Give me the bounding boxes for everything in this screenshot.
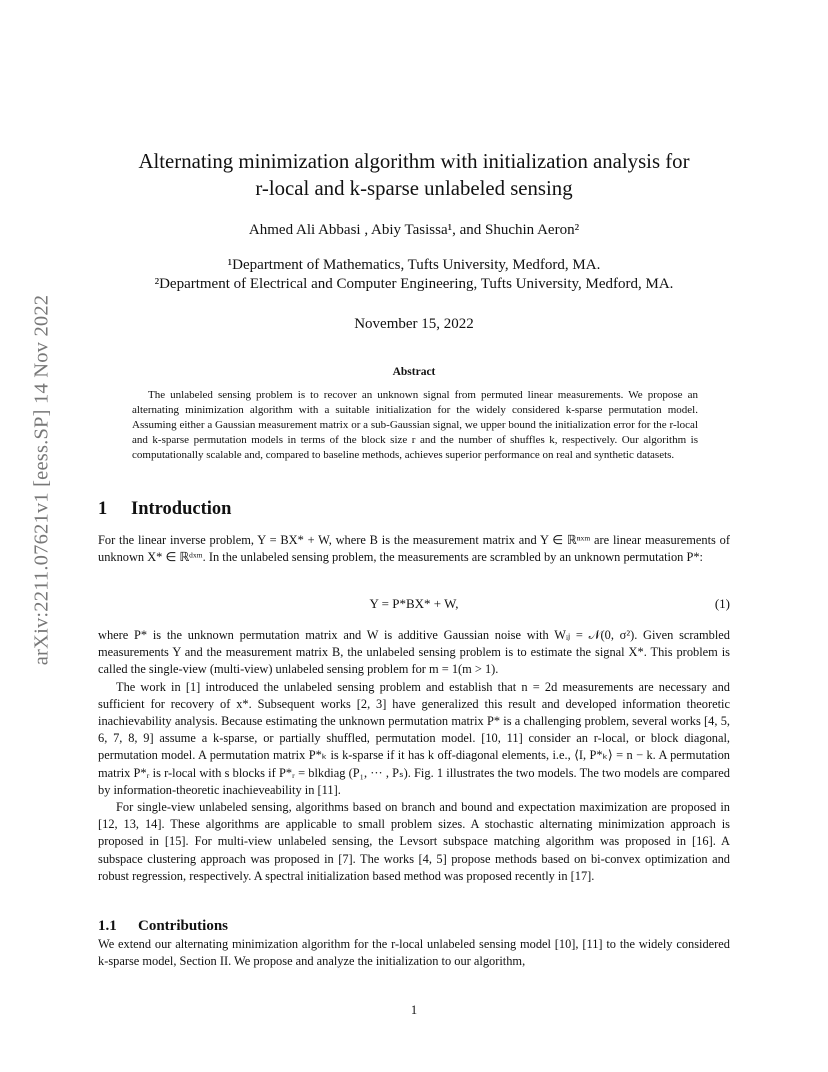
arxiv-stamp	[22, 280, 62, 680]
section-heading-introduction	[98, 499, 231, 520]
paper-title	[0, 148, 828, 202]
affiliation-1: ¹Department of Mathematics, Tufts University, Medford, MA.	[227, 257, 601, 273]
contributions-paragraph	[98, 936, 730, 970]
intro-paragraph-3: The work in [1] introduced the unlabeled sensing problem and establish that n = 2d measurements are necessary and sufficient for recovery of x*. Subsequent works [2, 3] have generalized this result and developed information theoretic inachievability analysis. Because estimating the unknown permutation matrix P* is a challenging problem, several works [4, 5, 6, 7, 8, 9] assume a k-sparse, or partially shuffled, permutation model. [10, 11] consider an r-local, or block diagonal, permutation model. A permutation matrix P*ₖ is k-sparse if it has k off-diagonal elements, i.e., ⟨I, P*ₖ⟩ = n − k. A permutation matrix P*ᵣ is r-local with s blocks if P*ᵣ = blkdiag (P₁, ··· , Pₛ). Fig. 1 illustrates the two models. The two models are compared by information-theoretic inachieveability in [11].	[98, 679, 730, 797]
section-title: Introduction	[131, 499, 232, 519]
affiliations	[0, 256, 828, 294]
date: November 15, 2022	[354, 316, 474, 332]
section-number: 1	[98, 499, 108, 519]
intro-paragraph-4: For single-view unlabeled sensing, algorithms based on branch and bound and expectation maximization are proposed in [12, 13, 14]. These algorithms are applicable to small problem sizes. A stochastic alternating minimization approach is proposed in [15]. For multi-view unlabeled sensing, the Levsort subspace matching algorithm was proposed in [16]. A subspace clustering approach was proposed in [7]. The works [4, 5] propose methods based on bi-convex optimization and robust regression, respectively. A spectral initialization based method was proposed recently in [17].	[98, 800, 730, 883]
page-number: 1	[410, 1003, 418, 1017]
authors: Ahmed Ali Abbasi , Abiy Tasissa¹, and Shuchin Aeron²	[248, 222, 580, 238]
equation-number: (1)	[714, 596, 730, 611]
subsection-number: 1.1	[98, 918, 117, 934]
intro-paragraph-1	[98, 532, 730, 566]
abstract-text: The unlabeled sensing problem is to recover an unknown signal from permuted linear measurements. We propose an alternating minimization algorithm with a suitable initialization for the widely considered k-sparse permutation model. Assuming either a Gaussian measurement matrix or a sub-Gaussian signal, we upper bound the initialization error for the r-local and k-sparse permutation models in terms of the block size r and the number of shuffles k, respectively. Our algorithm is computationally scalable and, compared to baseline methods, achieves superior performance on real and synthetic datasets.	[132, 389, 698, 461]
title-line-1: Alternating minimization algorithm with initialization analysis for	[138, 150, 690, 173]
abstract-heading: Abstract	[392, 366, 436, 378]
arxiv-stamp-text: arXiv:2211.07621v1 [eess.SP] 14 Nov 2022	[30, 294, 53, 666]
intro-paragraph-1-text: For the linear inverse problem, Y = BX* + W, where B is the measurement matrix and Y ∈ ℝⁿˣᵐ are linear measurements of unknown X* ∈ ℝᵈˣᵐ. In the unlabeled sensing problem, the measurements are scrambled by an unknown permutation P*:	[98, 533, 730, 565]
contributions-paragraph-text: We extend our alternating minimization algorithm for the r-local unlabeled sensing model [10], [11] to the widely considered k-sparse model, Section II. We propose and analyze the initialization to our algorithm,	[98, 937, 730, 969]
title-line-2: r-local and k-sparse unlabeled sensing	[255, 177, 573, 200]
subsection-title: Contributions	[138, 918, 229, 934]
subsection-heading-contributions	[98, 918, 228, 935]
equation-text: Y = P*BX* + W,	[369, 596, 459, 611]
intro-paragraph-2: where P* is the unknown permutation matrix and W is additive Gaussian noise with Wᵢⱼ = 𝒩(0, σ²). Given scrambled measurements Y and the measurement matrix B, the unlabeled sensing problem is to estimate the signal X*. This problem is called the single-view (multi-view) unlabeled sensing problem for m = 1(m > 1).	[98, 628, 730, 677]
affiliation-2: ²Department of Electrical and Computer Engineering, Tufts University, Medford, MA.	[154, 276, 674, 292]
intro-body	[98, 627, 730, 885]
